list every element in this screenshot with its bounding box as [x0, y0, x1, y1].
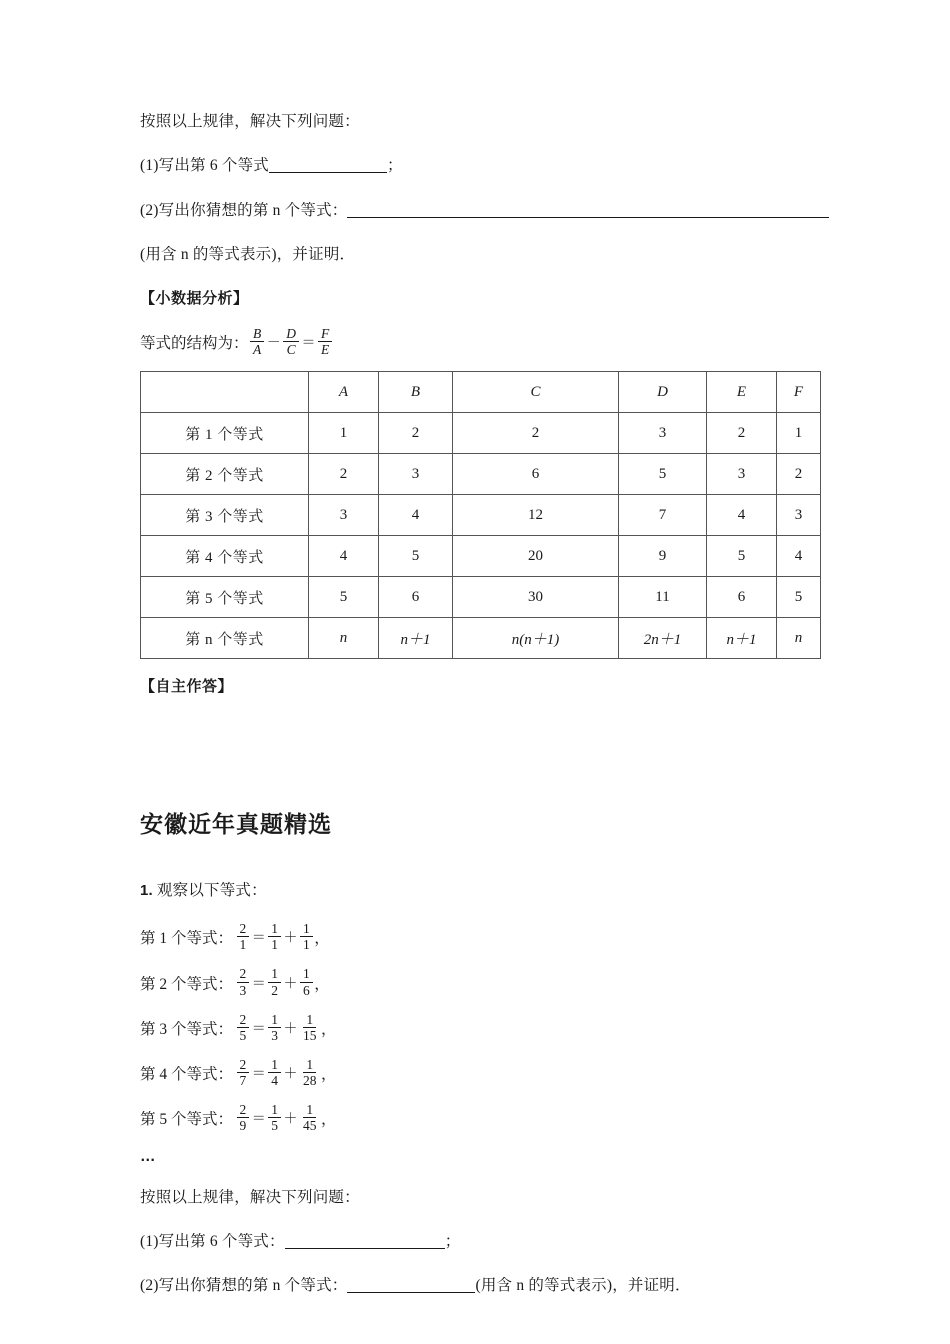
table-header-f: F: [777, 372, 821, 413]
table-cell-b: n＋1: [379, 618, 453, 659]
table-cell-e: 2: [707, 413, 777, 454]
rhs2-numerator: 1: [303, 1057, 316, 1073]
rhs1-denominator: 1: [271, 937, 279, 953]
equation-equals-sign: ＝: [251, 1066, 266, 1082]
table-cell-b: 4: [379, 495, 453, 536]
question-2-top: [140, 199, 820, 222]
exam-question-1: [140, 1230, 820, 1253]
table-cell-f: 2: [777, 454, 821, 495]
rhs2-denominator: 28: [303, 1072, 317, 1088]
structure-formula-row: [140, 326, 820, 357]
equation-rhs-fraction-2: [300, 921, 313, 952]
structure-fraction-2: [283, 326, 299, 357]
table-cell-c: 6: [453, 454, 619, 495]
table-cell-a: 5: [309, 577, 379, 618]
lhs-numerator: 2: [237, 1012, 250, 1028]
exam-question-2-text: (2)写出你猜想的第 n 个等式：: [140, 1277, 348, 1295]
title-spacer: [140, 839, 820, 879]
lhs-denominator: 3: [239, 982, 247, 998]
structure-f2-denominator: C: [286, 341, 296, 357]
table-row: [141, 454, 821, 495]
structure-operator-minus: －: [266, 335, 281, 351]
rhs2-denominator: 45: [303, 1118, 317, 1134]
structure-f1-numerator: B: [250, 326, 264, 342]
equation-item: [140, 967, 820, 998]
structure-label: 等式的结构为：: [140, 334, 249, 352]
table-cell-e: 3: [707, 454, 777, 495]
question-stem-text: 观察以下等式：: [156, 882, 267, 900]
table-header-row: [141, 372, 821, 413]
equation-lhs-fraction: [237, 1102, 250, 1133]
table-header-b: B: [379, 372, 453, 413]
structure-operator-equals: ＝: [301, 335, 316, 351]
table-cell-c: 12: [453, 495, 619, 536]
exam-question-2: [140, 1274, 820, 1297]
intro-line-exam: 按照以上规律，解决下列问题：: [140, 1188, 360, 1206]
table-cell-f: 5: [777, 577, 821, 618]
exam-question-1-suffix: ；: [444, 1233, 461, 1251]
lhs-denominator: 5: [239, 1027, 247, 1043]
equation-equals-sign: ＝: [251, 976, 266, 992]
equation-item: [140, 922, 820, 953]
document-content: [140, 110, 820, 1319]
table-row: [141, 413, 821, 454]
table-header-blank: [141, 372, 309, 413]
lhs-numerator: 2: [237, 966, 250, 982]
table-cell-f: 3: [777, 495, 821, 536]
table-row-label: 第 4 个等式: [141, 536, 309, 577]
lhs-numerator: 2: [237, 921, 250, 937]
table-header-e: E: [707, 372, 777, 413]
rhs1-numerator: 1: [268, 966, 281, 982]
table-row-label: 第 5 个等式: [141, 577, 309, 618]
lhs-numerator: 2: [237, 1057, 250, 1073]
equation-rhs-fraction-2: [300, 1057, 320, 1088]
rhs2-denominator: 6: [303, 982, 310, 998]
answer-blank-q1-top[interactable]: [269, 160, 387, 173]
question-number: 1.: [140, 882, 153, 900]
table-cell-b: 3: [379, 454, 453, 495]
rhs1-denominator: 4: [271, 1072, 279, 1088]
table-cell-f: 4: [777, 536, 821, 577]
equation-item: [140, 1012, 820, 1043]
structure-f1-denominator: A: [253, 341, 262, 357]
equation-rhs-fraction-2: [300, 966, 313, 997]
table-cell-a: 4: [309, 536, 379, 577]
rhs2-denominator: 15: [303, 1027, 317, 1043]
exam-question-2-suffix: (用含 n 的等式表示)，并证明．: [475, 1277, 691, 1295]
equation-rhs-fraction-1: [268, 1012, 281, 1043]
equation-rhs-fraction-1: [268, 966, 281, 997]
lhs-denominator: 7: [239, 1072, 247, 1088]
table-cell-b: 5: [379, 536, 453, 577]
equation-equals-sign: ＝: [251, 1112, 266, 1128]
structure-fraction-3: [318, 326, 332, 357]
table-cell-f: 1: [777, 413, 821, 454]
structure-fraction-1: [250, 326, 264, 357]
table-row-label: 第 n 个等式: [141, 618, 309, 659]
table-cell-e: 5: [707, 536, 777, 577]
table-cell-d: 3: [619, 413, 707, 454]
table-cell-e: n＋1: [707, 618, 777, 659]
equation-label: 第 3 个等式：: [140, 1020, 234, 1038]
equation-tail: ，: [321, 1020, 337, 1038]
equation-equals-sign: ＝: [251, 1021, 266, 1037]
rhs1-numerator: 1: [268, 1057, 281, 1073]
table-cell-a: 2: [309, 454, 379, 495]
lhs-numerator: 2: [237, 1102, 250, 1118]
table-header-a: A: [309, 372, 379, 413]
question-1-stem: [140, 879, 820, 903]
table-cell-b: 2: [379, 413, 453, 454]
rhs2-numerator: 1: [303, 1012, 316, 1028]
table-row: [141, 536, 821, 577]
equation-label: 第 5 个等式：: [140, 1111, 234, 1129]
table-cell-d: 11: [619, 577, 707, 618]
equation-label: 第 1 个等式：: [140, 930, 234, 948]
question-1-top-text: (1)写出第 6 个等式: [140, 157, 269, 175]
table-cell-a: n: [309, 618, 379, 659]
heading-data-analysis: 【小数据分析】: [140, 290, 249, 307]
equation-item: [140, 1103, 820, 1134]
blank-answer-area: [140, 714, 820, 806]
rhs2-numerator: 1: [300, 921, 313, 937]
equation-lhs-fraction: [237, 1057, 250, 1088]
equation-item: [140, 1057, 820, 1088]
table-header-d: D: [619, 372, 707, 413]
structure-f3-denominator: E: [321, 341, 330, 357]
table-cell-e: 6: [707, 577, 777, 618]
table-cell-d: 9: [619, 536, 707, 577]
structure-f2-numerator: D: [283, 326, 299, 342]
equation-plus-sign: ＋: [283, 1066, 298, 1082]
equation-lhs-fraction: [237, 1012, 250, 1043]
equation-tail: ，: [321, 1111, 337, 1129]
question-1-top: [140, 154, 820, 177]
rhs2-numerator: 1: [303, 1102, 316, 1118]
section-title-exam: 安徽近年真题精选: [140, 811, 332, 838]
equation-lhs-fraction: [237, 921, 250, 952]
exam-question-1-text: (1)写出第 6 个等式：: [140, 1233, 285, 1251]
lhs-denominator: 1: [239, 937, 247, 953]
equation-structure-table: [140, 371, 821, 659]
equation-rhs-fraction-1: [268, 921, 281, 952]
equation-rhs-fraction-1: [268, 1102, 281, 1133]
equation-plus-sign: ＋: [283, 1021, 298, 1037]
table-cell-a: 1: [309, 413, 379, 454]
rhs1-denominator: 3: [271, 1027, 279, 1043]
equation-equals-sign: ＝: [251, 931, 266, 947]
table-cell-c: n(n＋1): [453, 618, 619, 659]
equation-list: [140, 922, 820, 1134]
table-cell-d: 2n＋1: [619, 618, 707, 659]
rhs1-numerator: 1: [268, 1012, 281, 1028]
rhs1-numerator: 1: [268, 1102, 281, 1118]
question-3-top: (用含 n 的等式表示)，并证明．: [140, 245, 356, 263]
heading-self-answer: 【自主作答】: [140, 678, 234, 696]
rhs1-denominator: 2: [271, 982, 279, 998]
equation-tail: ，: [314, 975, 330, 993]
table-row-label: 第 1 个等式: [141, 413, 309, 454]
table-row: [141, 577, 821, 618]
table-cell-d: 5: [619, 454, 707, 495]
table-cell-a: 3: [309, 495, 379, 536]
rhs1-denominator: 5: [271, 1118, 279, 1134]
equation-label: 第 2 个等式：: [140, 975, 234, 993]
rhs2-denominator: 1: [303, 937, 310, 953]
rhs2-numerator: 1: [300, 966, 313, 982]
equation-plus-sign: ＋: [283, 931, 298, 947]
answer-blank-exam-q2[interactable]: [347, 1280, 475, 1293]
question-2-top-text: (2)写出你猜想的第 n 个等式：: [140, 201, 348, 219]
table-cell-e: 4: [707, 495, 777, 536]
table-header-c: C: [453, 372, 619, 413]
structure-f3-numerator: F: [318, 326, 332, 342]
answer-blank-exam-q1[interactable]: [285, 1236, 445, 1249]
equation-label: 第 4 个等式：: [140, 1065, 234, 1083]
table-cell-b: 6: [379, 577, 453, 618]
table-cell-c: 30: [453, 577, 619, 618]
equation-rhs-fraction-2: [300, 1102, 320, 1133]
table-row: [141, 495, 821, 536]
equation-tail: ，: [314, 930, 330, 948]
table-cell-c: 2: [453, 413, 619, 454]
equation-rhs-fraction-2: [300, 1012, 320, 1043]
lhs-denominator: 9: [239, 1118, 247, 1134]
table-cell-f: n: [777, 618, 821, 659]
table-row-label: 第 3 个等式: [141, 495, 309, 536]
equation-rhs-fraction-1: [268, 1057, 281, 1088]
intro-line-top: 按照以上规律，解决下列问题：: [140, 113, 360, 130]
equation-plus-sign: ＋: [283, 1112, 298, 1128]
equation-tail: ，: [321, 1065, 337, 1083]
question-1-top-suffix: ；: [386, 157, 403, 175]
table-row-label: 第 2 个等式: [141, 454, 309, 495]
equation-plus-sign: ＋: [283, 976, 298, 992]
table-row: [141, 618, 821, 659]
table-cell-d: 7: [619, 495, 707, 536]
rhs1-numerator: 1: [268, 921, 281, 937]
ellipsis-continuation: …: [140, 1147, 158, 1165]
equation-lhs-fraction: [237, 966, 250, 997]
answer-blank-q2-top[interactable]: [347, 205, 829, 218]
table-cell-c: 20: [453, 536, 619, 577]
